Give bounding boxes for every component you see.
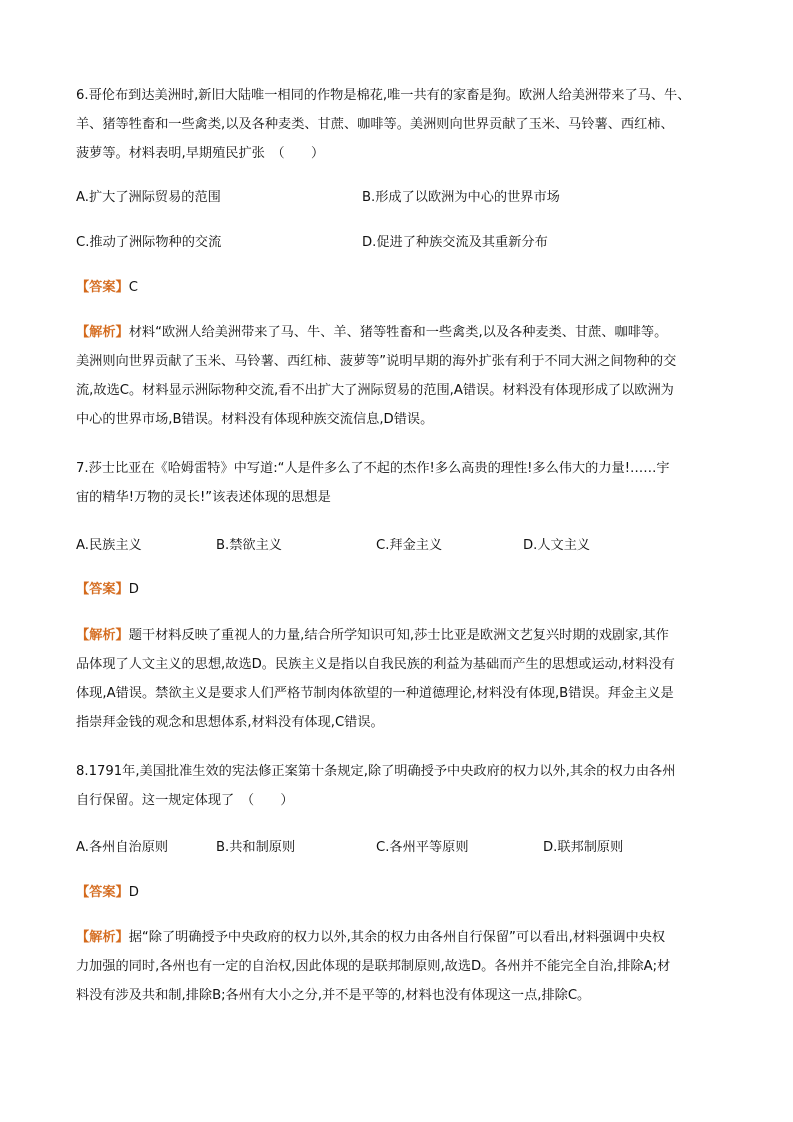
q7-analysis-text-1: 题干材料反映了重视人的力量,结合所学知识可知,莎士比亚是欧洲文艺复兴时期的戏剧家,其作	[128, 628, 669, 643]
q7-analysis-line-3: 体现,A错误。禁欲主义是要求人们严格节制肉体欲望的一种道德理论,材料没有体现,B错误。拜金主义是	[76, 686, 674, 701]
q8-option-c: C.各州平等原则	[376, 840, 469, 855]
analysis-tag: 【解析】	[76, 930, 129, 945]
analysis-tag: 【解析】	[76, 628, 129, 643]
q7-analysis-line-4: 指崇拜金钱的观念和思想体系,材料没有体现,C错误。	[76, 715, 384, 730]
q6-stem-line-1: 6.哥伦布到达美洲时,新旧大陆唯一相同的作物是棉花,唯一共有的家畜是狗。欧洲人给美洲带来了马、牛、	[76, 88, 691, 103]
q7-option-b: B.禁欲主义	[216, 538, 282, 553]
q7-option-a: A.民族主义	[76, 538, 142, 553]
q8-stem-line-1: 8.1791年,美国批准生效的宪法修正案第十条规定,除了明确授予中央政府的权力以外,其余的权力由各州	[76, 764, 676, 779]
q6-analysis-line-1	[76, 323, 726, 343]
answer-tag: 【答案】	[76, 582, 129, 597]
q8-option-b: B.共和制原则	[216, 840, 296, 855]
analysis-tag: 【解析】	[76, 325, 129, 340]
q6-option-b: B.形成了以欧洲为中心的世界市场	[362, 190, 560, 205]
q6-analysis-line-4: 中心的世界市场,B错误。材料没有体现种族交流信息,D错误。	[76, 412, 434, 427]
q7-answer-value: D	[128, 582, 139, 597]
q8-stem-line-2: 自行保留。这一规定体现了 （ ）	[76, 793, 294, 808]
answer-tag: 【答案】	[76, 885, 129, 900]
q7-answer	[76, 580, 726, 600]
q7-option-d: D.人文主义	[523, 538, 591, 553]
q6-analysis-line-2: 美洲则向世界贡献了玉米、马铃薯、西红柿、菠萝等”说明早期的海外扩张有利于不同大洲之间物种的交	[76, 354, 677, 369]
q8-analysis-line-2: 力加强的同时,各州也有一定的自治权,因此体现的是联邦制原则,故选D。各州并不能完全自治,排除A;材	[76, 959, 671, 974]
q6-answer	[76, 278, 726, 298]
q8-answer	[76, 883, 726, 903]
answer-tag: 【答案】	[76, 280, 129, 295]
q6-stem-line-3: 菠萝等。材料表明,早期殖民扩张 （ ）	[76, 146, 325, 161]
q7-analysis-line-2: 品体现了人文主义的思想,故选D。民族主义是指以自我民族的利益为基础而产生的思想或运动,材料没有	[76, 657, 675, 672]
q6-stem-line-2: 羊、猪等牲畜和一些禽类,以及各种麦类、甘蔗、咖啡等。美洲则向世界贡献了玉米、马铃薯、西红柿、	[76, 117, 674, 132]
q7-option-c: C.拜金主义	[376, 538, 443, 553]
q6-option-d: D.促进了种族交流及其重新分布	[362, 235, 548, 250]
q7-analysis-line-1	[76, 626, 726, 646]
q7-stem-line-1: 7.莎士比亚在《哈姆雷特》中写道:“人是件多么了不起的杰作!多么高贵的理性!多么伟大的力量!……宇	[76, 461, 670, 476]
q8-analysis-text-1: 据“除了明确授予中央政府的权力以外,其余的权力由各州自行保留”可以看出,材料强调中央权	[128, 930, 666, 945]
q7-stem-line-2: 宙的精华!万物的灵长!”该表述体现的思想是	[76, 490, 331, 505]
q6-analysis-text-1: 材料“欧洲人给美洲带来了马、牛、羊、猪等牲畜和一些禽类,以及各种麦类、甘蔗、咖啡等。	[128, 325, 668, 340]
q6-option-c: C.推动了洲际物种的交流	[76, 235, 222, 250]
q8-option-a: A.各州自治原则	[76, 840, 169, 855]
q8-option-d: D.联邦制原则	[543, 840, 624, 855]
q8-analysis-line-3: 料没有涉及共和制,排除B;各州有大小之分,并不是平等的,材料也没有体现这一点,排除C。	[76, 988, 591, 1003]
q8-answer-value: D	[128, 885, 139, 900]
q6-answer-value: C	[128, 280, 138, 295]
q6-option-a: A.扩大了洲际贸易的范围	[76, 190, 221, 205]
q6-analysis-line-3: 流,故选C。材料显示洲际物种交流,看不出扩大了洲际贸易的范围,A错误。材料没有体现形成了以欧洲为	[76, 383, 674, 398]
q8-analysis-line-1	[76, 928, 726, 948]
